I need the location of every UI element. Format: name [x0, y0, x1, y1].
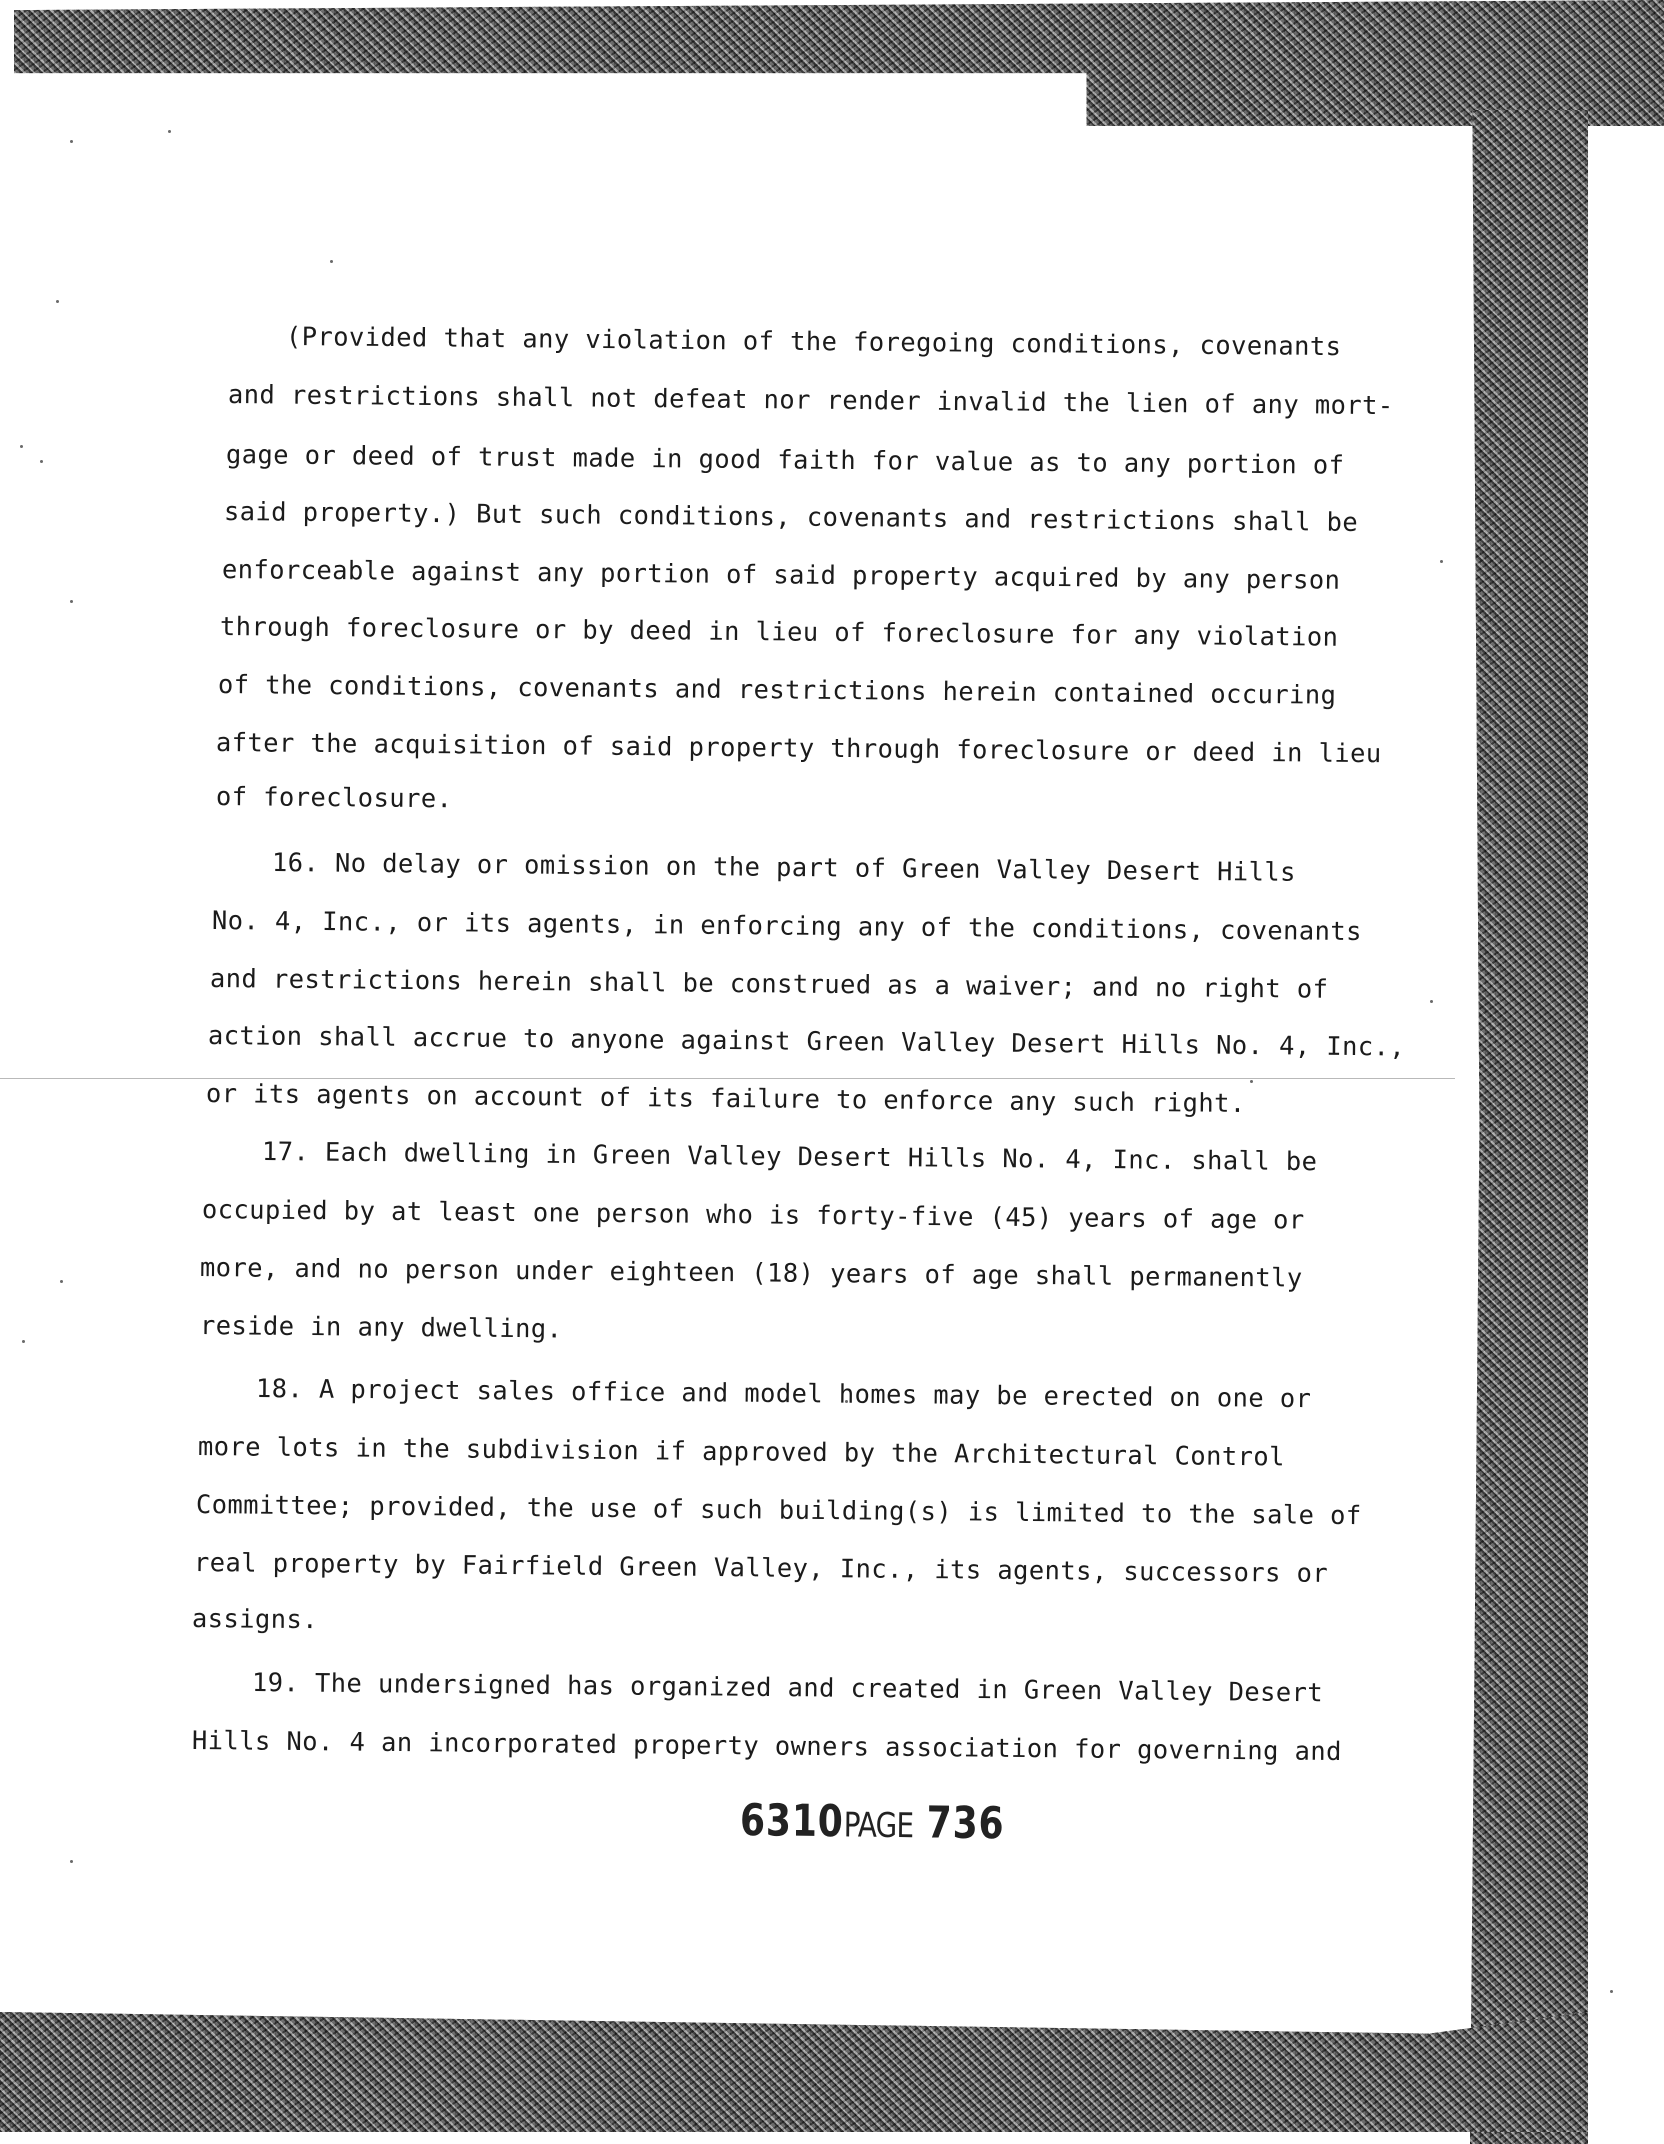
- document-line: after the acquisition of said property through foreclosure or deed in lieu: [215, 728, 1382, 770]
- stamp-page-label: PAGE: [843, 1805, 914, 1847]
- document-line: 19. The undersigned has organized and created in Green Valley Desert: [251, 1668, 1324, 1709]
- document-line: Hills No. 4 an incorporated property owners association for governing and: [191, 1726, 1343, 1768]
- document-line: of the conditions, covenants and restrictions herein contained occuring: [217, 670, 1337, 711]
- document-line: No. 4, Inc., or its agents, in enforcing any of the conditions, covenants: [211, 906, 1363, 948]
- document-body: [191, 0, 1406, 1900]
- scan-border-right: [1470, 110, 1588, 2144]
- document-line: reside in any dwelling.: [199, 1311, 563, 1345]
- stamp-book-number: 6310: [739, 1795, 844, 1848]
- document-line: real property by Fairfield Green Valley, Inc., its agents, successors or: [193, 1548, 1329, 1589]
- document-line: 17. Each dwelling in Green Valley Desert Hills No. 4, Inc. shall be: [261, 1137, 1318, 1178]
- document-line: Committee; provided, the use of such building(s) is limited to the sale of: [195, 1490, 1362, 1532]
- document-line: gage or deed of trust made in good faith for value as to any portion of: [225, 440, 1345, 481]
- document-line: enforceable against any portion of said property acquired by any person: [221, 555, 1341, 596]
- document-line: 18. A project sales office and model homes may be erected on one or: [255, 1374, 1312, 1415]
- document-line: said property.) But such conditions, covenants and restrictions shall be: [223, 497, 1359, 538]
- document-line: more lots in the subdivision if approved by the Architectural Control: [197, 1432, 1286, 1473]
- document-line: assigns.: [191, 1604, 319, 1636]
- document-line: and restrictions herein shall be construed as a waiver; and no right of: [209, 964, 1329, 1005]
- document-line: through foreclosure or by deed in lieu of foreclosure for any violation: [219, 612, 1339, 653]
- document-line: or its agents on account of its failure to enforce any such right.: [205, 1079, 1246, 1119]
- document-line: (Provided that any violation of the foregoing conditions, covenants: [285, 322, 1342, 363]
- document-line: more, and no person under eighteen (18) years of age shall permanently: [199, 1253, 1303, 1294]
- document-line: of foreclosure.: [215, 782, 453, 815]
- scan-border-bottom: [0, 2012, 1588, 2132]
- document-line: and restrictions shall not defeat nor render invalid the lien of any mort-: [227, 380, 1394, 422]
- document-line: 16. No delay or omission on the part of Green Valley Desert Hills: [271, 848, 1297, 888]
- book-page-stamp: [740, 1795, 1005, 1849]
- document-line: action shall accrue to anyone against Green Valley Desert Hills No. 4, Inc.,: [207, 1021, 1406, 1063]
- stamp-page-number: 736: [926, 1797, 1005, 1850]
- document-line: occupied by at least one person who is forty-five (45) years of age or: [201, 1195, 1305, 1236]
